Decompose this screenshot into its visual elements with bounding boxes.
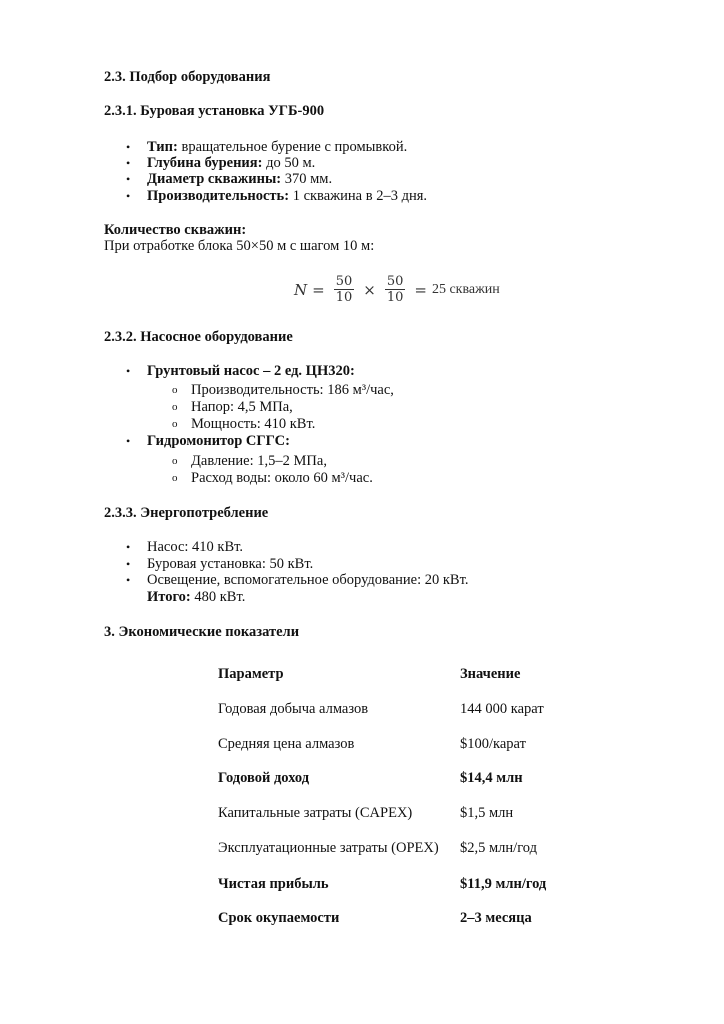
circle-bullet-icon: o <box>172 384 178 396</box>
formula-result: 25 скважин <box>431 281 500 297</box>
list-item: Буровая установка: 50 кВт. <box>147 556 314 572</box>
circle-bullet-icon: o <box>172 472 178 484</box>
table-cell-param: Срок окупаемости <box>218 910 340 926</box>
list-item: Освещение, вспомогательное оборудование: 20 кВт. <box>147 572 469 588</box>
list-item <box>147 139 407 155</box>
table-cell-value: $11,9 млн/год <box>460 876 547 892</box>
section-heading: 2.3. Подбор оборудования <box>104 69 271 85</box>
sub-list-item: Расход воды: около 60 м³/час. <box>191 470 373 486</box>
item-text: вращательное бурение с промывкой. <box>177 139 408 155</box>
section-heading: 2.3.1. Буровая установка УГБ-900 <box>104 103 325 119</box>
item-text: 370 мм. <box>281 171 333 187</box>
sub-list-item: Мощность: 410 кВт. <box>191 416 316 432</box>
section-heading: 3. Экономические показатели <box>104 624 300 640</box>
list-item <box>147 188 427 204</box>
list-item <box>147 171 332 187</box>
bullet-icon: • <box>126 557 131 571</box>
table-cell-value: 144 000 карат <box>460 701 544 717</box>
count-heading: Количество скважин: <box>104 222 247 238</box>
circle-bullet-icon: o <box>172 418 178 430</box>
bullet-icon: • <box>126 140 131 154</box>
section-heading: 2.3.2. Насосное оборудование <box>104 329 293 345</box>
table-cell-param: Эксплуатационные затраты (OPEX) <box>218 840 439 856</box>
bullet-icon: • <box>126 573 131 587</box>
item-text: 1 скважина в 2–3 дня. <box>289 188 428 204</box>
table-cell-value: $14,4 млн <box>460 770 523 786</box>
numerator: 50 <box>386 274 404 289</box>
item-text: до 50 м. <box>262 155 316 171</box>
table-cell-param: Средняя цена алмазов <box>218 736 355 752</box>
formula-op: = <box>414 280 427 299</box>
item-label: Тип: <box>147 139 178 155</box>
fraction <box>385 274 406 305</box>
bullet-icon: • <box>126 364 131 378</box>
item-label: Производительность: <box>147 188 290 204</box>
sub-list-item: Производительность: 186 м³/час, <box>191 382 394 398</box>
table-cell-value: $100/карат <box>460 736 526 752</box>
item-label: Глубина бурения: <box>147 155 263 171</box>
list-item: Грунтовый насос – 2 ед. ЦН320: <box>147 363 355 379</box>
bullet-icon: • <box>126 172 131 186</box>
table-header-value: Значение <box>460 666 521 682</box>
circle-bullet-icon: o <box>172 401 178 413</box>
table-header-param: Параметр <box>218 666 284 682</box>
formula-op: = <box>312 280 325 299</box>
fraction <box>334 274 355 305</box>
list-item: Гидромонитор СГГС: <box>147 433 290 449</box>
table-cell-value: 2–3 месяца <box>460 910 532 926</box>
energy-total <box>147 589 245 605</box>
formula-var: N <box>294 280 308 299</box>
formula-op: × <box>363 280 376 299</box>
total-value: 480 кВт. <box>190 589 246 605</box>
table-cell-param: Капитальные затраты (CAPEX) <box>218 805 413 821</box>
sub-list-item: Напор: 4,5 МПа, <box>191 399 293 415</box>
sub-list-item: Давление: 1,5–2 МПа, <box>191 453 327 469</box>
table-cell-param: Чистая прибыль <box>218 876 329 892</box>
table-cell-value: $1,5 млн <box>460 805 514 821</box>
circle-bullet-icon: o <box>172 455 178 467</box>
count-text: При отработке блока 50×50 м с шагом 10 м: <box>104 238 375 254</box>
bullet-icon: • <box>126 189 131 203</box>
item-label: Диаметр скважины: <box>147 171 282 187</box>
denominator: 10 <box>335 290 353 305</box>
table-cell-param: Годовой доход <box>218 770 310 786</box>
total-label: Итого: <box>147 589 191 605</box>
denominator: 10 <box>386 290 404 305</box>
list-item <box>147 155 315 171</box>
section-heading: 2.3.3. Энергопотребление <box>104 505 269 521</box>
table-cell-value: $2,5 млн/год <box>460 840 537 856</box>
well-count-formula <box>294 274 500 305</box>
list-item: Насос: 410 кВт. <box>147 539 244 555</box>
bullet-icon: • <box>126 156 131 170</box>
bullet-icon: • <box>126 434 131 448</box>
numerator: 50 <box>335 274 353 289</box>
bullet-icon: • <box>126 540 131 554</box>
table-cell-param: Годовая добыча алмазов <box>218 701 369 717</box>
